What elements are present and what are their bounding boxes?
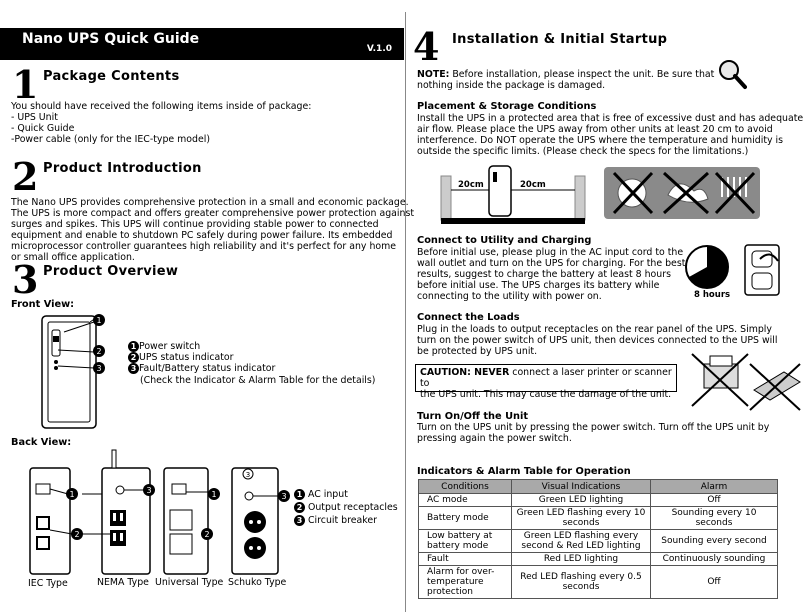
svg-text:1: 1	[69, 490, 75, 499]
connect-line: wall outlet and turn on the UPS for charging. For the best	[417, 258, 686, 269]
caution-box	[415, 364, 677, 401]
section-1-number: 1	[12, 62, 39, 107]
table-cell: Sounding every second	[651, 530, 778, 553]
onoff-line: pressing again the power switch.	[417, 433, 572, 444]
package-intro: You should have received the following items inside of package:	[11, 101, 312, 112]
callout-2: 2	[128, 352, 139, 363]
table-cell: Off	[651, 494, 778, 507]
svg-text:3: 3	[96, 364, 102, 373]
table-cell: AC mode	[419, 494, 512, 507]
table-row	[419, 553, 778, 566]
intro-line: surges and spikes. This UPS will continue providing stable power to connected	[11, 219, 379, 230]
table-header: Conditions	[419, 480, 512, 494]
package-item: - UPS Unit	[11, 112, 58, 123]
table-cell: Continuously sounding	[651, 553, 778, 566]
connect-line: Before initial use, please plug in the AC input cord to the	[417, 247, 684, 258]
table-cell: Sounding every 10 seconds	[651, 507, 778, 530]
note-line: nothing inside the package is damaged.	[417, 80, 606, 91]
section-4-title: Installation & Initial Startup	[452, 32, 668, 47]
intro-line: or small office application.	[11, 252, 135, 263]
callout-3: 3	[128, 363, 139, 374]
hours-label: 8 hours	[694, 290, 731, 300]
front-note: (Check the Indicator & Alarm Table for the details)	[140, 375, 376, 386]
table-title: Indicators & Alarm Table for Operation	[417, 466, 631, 477]
placement-line: Install the UPS in a protected area that is free of excessive dust and has adequate	[417, 113, 804, 124]
onoff-title: Turn On/Off the Unit	[417, 411, 529, 422]
table-row	[419, 530, 778, 553]
type-label-schuko: Schuko Type	[228, 577, 287, 588]
table-row	[419, 507, 778, 530]
caution-line: CAUTION: NEVER connect a laser printer or scanner to	[420, 367, 672, 390]
intro-line: equipment and enable to shutdown PC safely during power failure. Its embedded	[11, 230, 393, 241]
table-cell: Alarm for over-temperature protection	[419, 566, 512, 599]
section-3-number: 3	[12, 257, 39, 302]
back-item-ac-input: 1 AC input	[294, 489, 348, 500]
section-4-number: 4	[413, 24, 440, 69]
callout-2: 2	[294, 502, 305, 513]
table-header-row	[419, 480, 778, 494]
connect-title: Connect to Utility and Charging	[417, 235, 592, 246]
intro-line: The Nano UPS provides comprehensive protection in a small and economic package.	[11, 197, 409, 208]
table-row	[419, 494, 778, 507]
type-label-nema: NEMA Type	[97, 577, 149, 588]
clock-icon	[684, 244, 730, 290]
indicator-alarm-table	[418, 479, 778, 599]
intro-line: microprocessor controller guarantees high reliability and it's perfect for any home	[11, 241, 397, 252]
column-divider	[405, 12, 406, 612]
svg-text:3: 3	[245, 471, 251, 479]
note-line: NOTE: Before installation, please inspect the unit. Be sure that	[417, 69, 715, 80]
connect-line: before initial use. The UPS charges its battery while	[417, 280, 660, 291]
package-item: - Quick Guide	[11, 123, 75, 134]
svg-text:1: 1	[211, 490, 217, 499]
connect-line: results, suggest to charge the battery at least 8 hours	[417, 269, 671, 280]
section-1-title: Package Contents	[43, 69, 180, 84]
callout-3: 3	[294, 515, 305, 526]
onoff-line: Turn on the UPS unit by pressing the power switch. Turn off the UPS unit by	[417, 422, 770, 433]
type-label-universal: Universal Type	[155, 577, 224, 588]
back-item-breaker: 3 Circuit breaker	[294, 515, 377, 526]
magnifier-icon	[717, 58, 747, 90]
svg-text:2: 2	[204, 530, 210, 539]
wall-outlet-icon	[742, 242, 782, 298]
intro-line: The UPS is more compact and offers greater comprehensive power protection against	[11, 208, 415, 219]
svg-text:2: 2	[96, 347, 102, 356]
loads-line: turn on the power switch of UPS unit, then devices connected to the UPS will	[417, 335, 778, 346]
table-cell: Red LED flashing every 0.5 seconds	[512, 566, 651, 599]
table-cell: Green LED flashing every 10 seconds	[512, 507, 651, 530]
printer-scanner-prohibited-icon	[684, 350, 802, 412]
section-2-title: Product Introduction	[43, 161, 202, 176]
back-view-illustration	[22, 430, 298, 580]
front-view-illustration	[30, 310, 120, 434]
callout-1: 1	[294, 489, 305, 500]
table-cell: Red LED lighting	[512, 553, 651, 566]
front-item-fault: 3 Fault/Battery status indicator	[128, 363, 275, 374]
front-view-label: Front View:	[11, 299, 75, 310]
front-callout-markers	[92, 313, 106, 375]
loads-line: be protected by UPS unit.	[417, 346, 538, 357]
front-item-power-switch: 1 Power switch	[128, 341, 200, 352]
back-item-output: 2 Output receptacles	[294, 502, 398, 513]
placement-diagram	[437, 162, 587, 232]
loads-title: Connect the Loads	[417, 312, 520, 323]
distance-left-label: 20cm	[458, 180, 484, 190]
placement-title: Placement & Storage Conditions	[417, 101, 597, 112]
table-row	[419, 566, 778, 599]
placement-line: air flow. Please place the UPS away from other units at least 20 cm to avoid	[417, 124, 773, 135]
table-cell: Low battery at battery mode	[419, 530, 512, 553]
back-view-label: Back View:	[11, 437, 72, 448]
section-3-title: Product Overview	[43, 264, 179, 279]
section-2-number: 2	[12, 154, 39, 199]
table-cell: Fault	[419, 553, 512, 566]
table-cell: Battery mode	[419, 507, 512, 530]
connect-line: connecting to the utility with power on.	[417, 291, 602, 302]
table-cell: Green LED lighting	[512, 494, 651, 507]
environment-hazard-icons	[604, 167, 760, 219]
placement-line: interference. Do NOT operate the UPS where the temperature and humidity is	[417, 135, 784, 146]
header-bar	[0, 28, 404, 60]
type-label-iec: IEC Type	[28, 578, 68, 589]
callout-1: 1	[128, 341, 139, 352]
table-cell: Green LED flashing every second & Red LED lighting	[512, 530, 651, 553]
guide-title: Nano UPS Quick Guide	[22, 31, 200, 47]
version-label: V.1.0	[366, 44, 392, 54]
caution-line: the UPS unit. This may cause the damage of the unit.	[420, 389, 672, 401]
loads-line: Plug in the loads to output receptacles on the rear panel of the UPS. Simply	[417, 324, 772, 335]
svg-text:3: 3	[146, 486, 152, 495]
distance-right-label: 20cm	[520, 180, 546, 190]
placement-line: outside the specific limits. (Please check the specs for the limitations.)	[417, 146, 749, 157]
svg-text:3: 3	[281, 492, 287, 501]
svg-text:1: 1	[96, 316, 102, 325]
table-header: Visual Indications	[512, 480, 651, 494]
front-item-status: 2 UPS status indicator	[128, 352, 234, 363]
package-item: -Power cable (only for the IEC-type model)	[11, 134, 211, 145]
table-header: Alarm	[651, 480, 778, 494]
svg-text:2: 2	[74, 530, 80, 539]
table-cell: Off	[651, 566, 778, 599]
